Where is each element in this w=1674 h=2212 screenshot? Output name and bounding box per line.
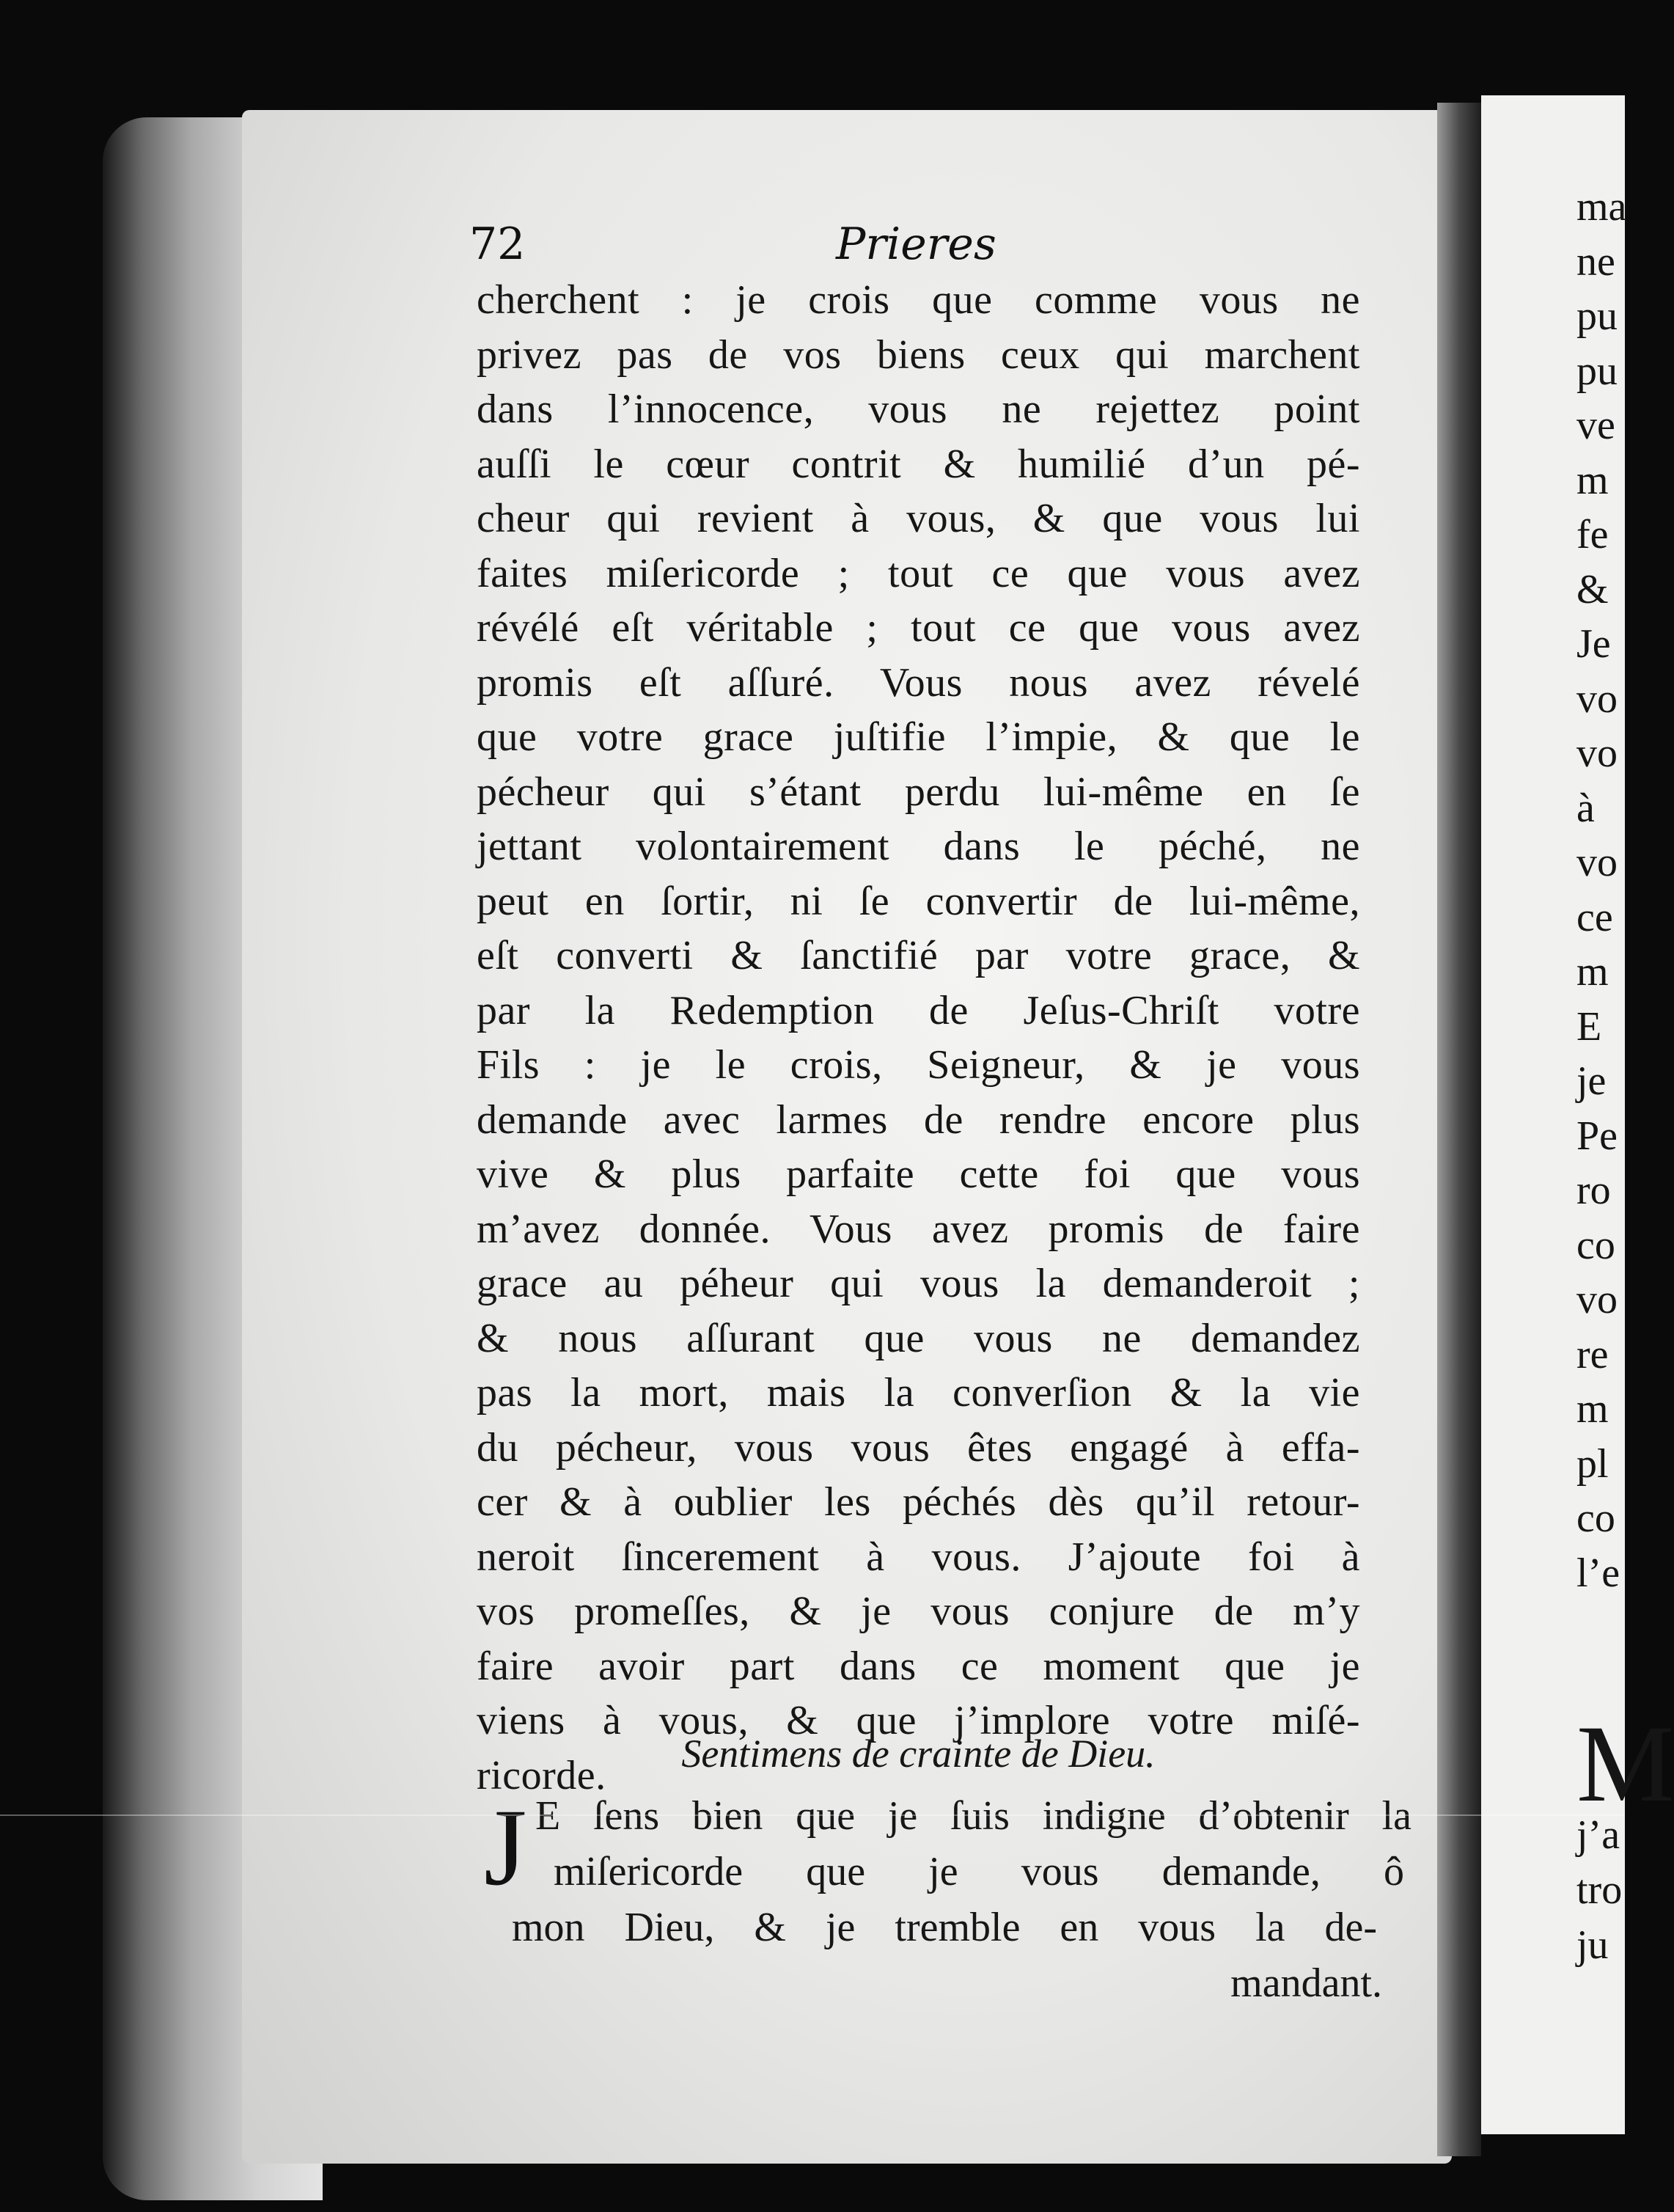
book-gutter bbox=[1437, 103, 1481, 2156]
facing-page-fragment: ro bbox=[1576, 1168, 1611, 1213]
text-line: dans l’innocence, vous ne rejettez point bbox=[477, 387, 1360, 432]
text-line: m’avez donnée. Vous avez promis de faire bbox=[477, 1206, 1360, 1252]
text-line: cer & à oublier les péchés dès qu’il retour- bbox=[477, 1479, 1360, 1525]
facing-page-fragment: pl bbox=[1576, 1440, 1609, 1487]
text-line: vos promeſſes, & je vous conjure de m’y bbox=[477, 1589, 1360, 1634]
facing-page-fragment: pu bbox=[1576, 348, 1618, 394]
text-line: peut en ſortir, ni ſe convertir de lui-même, bbox=[477, 878, 1360, 924]
facing-page-fragment: & bbox=[1576, 566, 1609, 612]
facing-page-fragment: E bbox=[1576, 1003, 1602, 1050]
facing-page-fragment: m bbox=[1576, 457, 1609, 503]
facing-page-fragment: j’a bbox=[1576, 1812, 1620, 1858]
page-header bbox=[469, 219, 1357, 277]
text-line: & nous aſſurant que vous ne demandez bbox=[477, 1315, 1360, 1361]
text-line: cheur qui revient à vous, & que vous lui bbox=[477, 496, 1360, 541]
text-line: promis eſt aſſuré. Vous nous avez révelé bbox=[477, 659, 1360, 706]
text-line: du pécheur, vous vous êtes engagé à effa- bbox=[477, 1424, 1360, 1471]
facing-page-fragment: vo bbox=[1576, 1277, 1618, 1322]
page-number: 72 bbox=[469, 219, 526, 270]
text-line: faites miſericorde ; tout ce que vous avez bbox=[477, 550, 1360, 596]
running-title: Prieres bbox=[836, 219, 996, 270]
facing-page-fragment: ne bbox=[1576, 238, 1615, 285]
facing-page-fragment: vo bbox=[1576, 675, 1618, 722]
facing-page-fragment: ma bbox=[1576, 184, 1627, 230]
facing-page-fragment: ju bbox=[1576, 1922, 1609, 1968]
text-line: demande avec larmes de rendre encore plus bbox=[477, 1096, 1360, 1143]
facing-page-fragment: re bbox=[1576, 1331, 1609, 1377]
text-line: privez pas de vos biens ceux qui marchent bbox=[477, 332, 1360, 378]
facing-page-fragment: m bbox=[1576, 1386, 1609, 1432]
text-line: eſt converti & ſanctifié par votre grace, & bbox=[477, 933, 1360, 978]
text-line: viens à vous, & que j’implore votre miſé- bbox=[477, 1698, 1360, 1743]
text-line: jettant volontairement dans le péché, ne bbox=[477, 824, 1360, 869]
facing-page-fragment: Pe bbox=[1576, 1113, 1618, 1159]
facing-page-fragment: co bbox=[1576, 1222, 1615, 1268]
facing-page-fragment: M bbox=[1576, 1703, 1674, 1825]
facing-page-fragment: pu bbox=[1576, 293, 1618, 339]
drop-cap: J bbox=[484, 1787, 527, 1908]
facing-page-fragment: vo bbox=[1576, 730, 1618, 776]
text-line: mon Dieu, & je tremble en vous la de- bbox=[512, 1905, 1377, 1950]
text-line: grace au péheur qui vous la demanderoit ; bbox=[477, 1261, 1360, 1306]
text-line: E ſens bien que je ſuis indigne d’obtenir la bbox=[535, 1793, 1411, 1839]
text-line: mandant. bbox=[1230, 1960, 1382, 2006]
text-line: ricorde. bbox=[477, 1752, 606, 1798]
text-line: auſſi le cœur contrit & humilié d’un pé- bbox=[477, 441, 1360, 487]
text-line: cherchent : je crois que comme vous ne bbox=[477, 277, 1360, 323]
facing-page bbox=[1481, 95, 1674, 2134]
facing-page-fragment: Je bbox=[1576, 621, 1611, 667]
text-line: révélé eſt véritable ; tout ce que vous avez bbox=[477, 605, 1360, 651]
facing-page-fragment: ce bbox=[1576, 894, 1613, 940]
facing-page-fragment: je bbox=[1576, 1058, 1607, 1104]
text-line: neroit ſincerement à vous. J’ajoute foi à bbox=[477, 1534, 1360, 1580]
facing-page-fragment: fe bbox=[1576, 512, 1609, 557]
text-line: pas la mort, mais la converſion & la vie bbox=[477, 1370, 1360, 1416]
facing-page-fragment: m bbox=[1576, 949, 1609, 995]
text-line: pécheur qui s’étant perdu lui-même en ſe bbox=[477, 769, 1360, 815]
facing-page-fragment: ve bbox=[1576, 403, 1615, 448]
facing-page-fragment: tro bbox=[1576, 1867, 1623, 1913]
facing-page-fragment: à bbox=[1576, 785, 1595, 831]
text-line: par la Redemption de Jeſus-Chriſt votre bbox=[477, 987, 1360, 1033]
text-line: Fils : je le crois, Seigneur, & je vous bbox=[477, 1042, 1360, 1088]
section-heading: Sentimens de crainte de Dieu. bbox=[681, 1732, 1156, 1776]
text-line: miſericorde que je vous demande, ô bbox=[554, 1849, 1404, 1894]
page-body-text bbox=[477, 273, 1360, 1803]
facing-page-fragment: co bbox=[1576, 1495, 1615, 1541]
scan-artifact-line bbox=[0, 1814, 1625, 1816]
facing-page-fragment: vo bbox=[1576, 840, 1618, 885]
text-line: vive & plus parfaite cette foi que vous bbox=[477, 1151, 1360, 1197]
text-line: faire avoir part dans ce moment que je bbox=[477, 1643, 1360, 1689]
facing-page-fragment: l’e bbox=[1576, 1550, 1620, 1596]
text-line: que votre grace juſtifie l’impie, & que le bbox=[477, 714, 1360, 760]
